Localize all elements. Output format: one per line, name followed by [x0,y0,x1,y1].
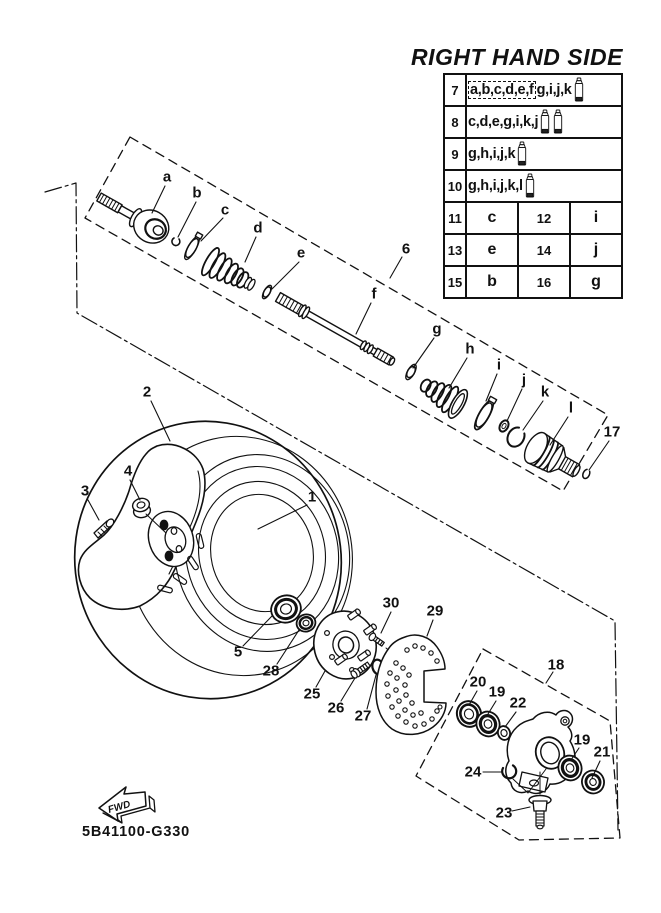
table-row [444,74,622,106]
item-letters: g,i,j,k [536,82,572,98]
item-letter: b [466,266,518,298]
ref-number: 9 [444,138,466,170]
fwd-arrow-label: FWD [106,799,132,816]
grease-tube-icon [539,109,551,135]
callout-1: 1 [307,488,317,506]
callout-6: 6 [401,240,411,258]
callout-24: 24 [464,763,482,781]
callout-17: 17 [603,423,621,441]
fwd-arrow [99,787,155,823]
grouped-items: a,b,c,d,e,f [470,82,534,98]
circlip-17-drawing [581,469,591,480]
callout-27: 27 [354,707,372,725]
drive-shaft-drawing [275,291,397,368]
wheel-drawing [47,395,376,726]
callout-23: 23 [495,804,513,822]
callout-g: g [432,320,442,338]
table-row [444,138,622,170]
grease-application-table [443,73,623,299]
clip-j-drawing [498,419,511,433]
ref-number: 12 [518,202,570,234]
table-row [444,266,622,298]
table-row [444,170,622,202]
boot-d-drawing [199,246,261,300]
item-letters: g,h,i,j,k [468,146,516,162]
callout-22: 22 [509,694,527,712]
callout-30: 30 [382,594,400,612]
brake-disc-guard-drawing [376,635,446,734]
ref-number: 16 [518,266,570,298]
grease-tube-icon [524,173,536,199]
callout-29: 29 [426,602,444,620]
item-letter: j [570,234,622,266]
grease-tube-icon [552,109,564,135]
collar-21-drawing [579,767,608,796]
table-row [444,234,622,266]
boot-h-drawing [414,370,471,421]
callout-d: d [253,219,263,237]
callout-2: 2 [142,383,152,401]
callout-4: 4 [123,462,133,480]
callout-21: 21 [593,743,611,761]
table-row [444,202,622,234]
callout-h: h [465,340,475,358]
boot-clamp-i-drawing [472,396,498,432]
ref-number: 7 [444,74,466,106]
callout-20: 20 [469,673,487,691]
callout-c: c [220,201,230,219]
boot-clamp-e-drawing [261,284,274,300]
ref-number: 14 [518,234,570,266]
drawing-code: 5B41100-G330 [82,824,190,840]
callout-25: 25 [303,685,321,703]
callout-i: i [496,356,502,374]
callout-b: b [192,184,202,202]
callout-28: 28 [262,662,280,680]
callout-19: 19 [488,683,506,701]
ref-number: 11 [444,202,466,234]
boot-clamp-c-drawing [182,232,203,262]
callout-18: 18 [547,656,565,674]
ref-number: 15 [444,266,466,298]
item-letters: c,d,e,g,i,k,j [468,114,539,130]
ref-number: 8 [444,106,466,138]
callout-3: 3 [80,482,90,500]
callout-e: e [296,244,306,262]
callout-a: a [162,168,172,186]
clip-b-drawing [172,238,180,246]
callout-5: 5 [233,643,243,661]
callout-f: f [371,285,377,303]
item-letter: c [466,202,518,234]
table-row [444,106,622,138]
boot-clamp-g-drawing [404,363,418,381]
ref-number: 13 [444,234,466,266]
page-title: RIGHT HAND SIDE [411,44,623,70]
item-letters: g,h,i,j,k,l [468,178,523,194]
item-letter: e [466,234,518,266]
callout-26: 26 [327,699,345,717]
callout-j: j [521,371,527,389]
callout-k: k [540,383,550,401]
grease-tube-icon [516,141,528,167]
item-letter: i [570,202,622,234]
callout-19b: 19 [573,731,591,749]
inboard-joint-drawing [520,429,587,487]
ref-number: 10 [444,170,466,202]
callout-l: l [568,399,574,417]
item-letter: g [570,266,622,298]
grease-tube-icon [573,77,585,103]
